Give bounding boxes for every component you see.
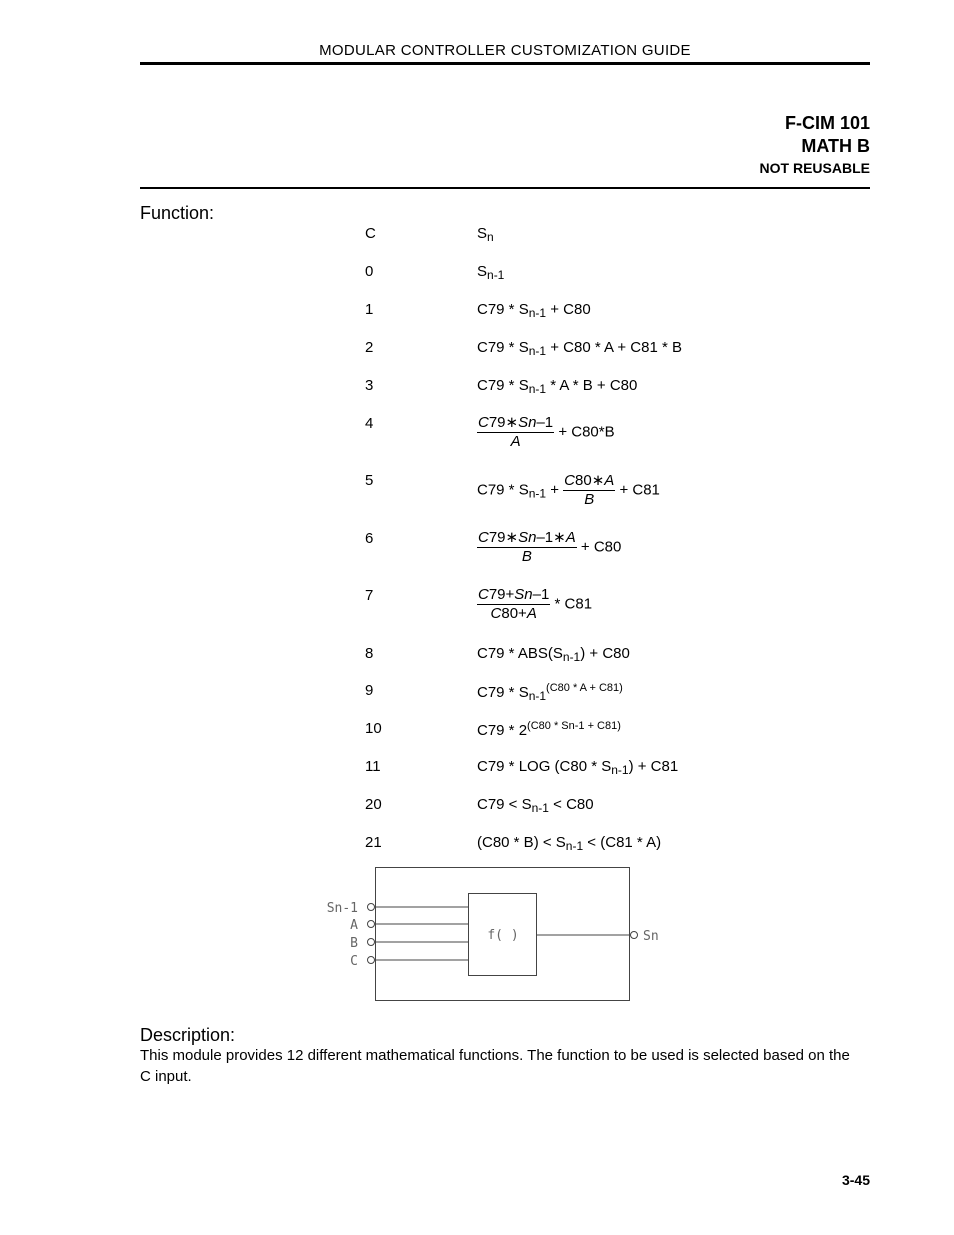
c-value: 21 xyxy=(365,834,382,851)
c-value: 7 xyxy=(365,587,374,604)
c-value: 4 xyxy=(365,415,374,432)
block-label: f( ) xyxy=(487,928,519,943)
function-row xyxy=(365,720,865,760)
fraction: $\frac{C80∗A}{B}$ xyxy=(564,472,615,508)
formula: $C79 < S_{n-1} < C80$ xyxy=(477,796,594,815)
c-value: 11 xyxy=(365,758,381,775)
formula: $\frac{C79∗Sn-1∗A}{B}$ + C80 xyxy=(478,529,622,565)
description-label: Description: xyxy=(140,1025,236,1045)
fraction: $\frac{C79+Sn-1}{C80+A}$ xyxy=(478,586,550,622)
module-title-block xyxy=(760,112,870,178)
description-text: This module provides 12 different mathematical functions. The function to be used is selected based on the C input. xyxy=(140,1047,850,1085)
input-terminal xyxy=(368,904,375,911)
formula: $(C80 * B) < S_{n-1} < (C81 * A)$ xyxy=(477,834,662,853)
formula: $C79 * ABS(S_{n-1}) + C80$ xyxy=(477,645,630,664)
column-c-header: C xyxy=(365,225,376,242)
function-row xyxy=(365,472,865,522)
output-label: Sn xyxy=(643,929,659,944)
module-note: NOT REUSABLE xyxy=(759,160,870,176)
input-terminal xyxy=(368,939,375,946)
input-label: Sn-1 xyxy=(326,901,358,916)
c-value: 10 xyxy=(365,720,382,737)
c-value: 6 xyxy=(365,530,374,547)
formula: $C79 * 2^{(C80 * Sn-1 + C81)}$ xyxy=(477,720,621,739)
output-terminal xyxy=(631,932,638,939)
function-row xyxy=(365,530,865,580)
function-row xyxy=(365,415,865,465)
c-value: 9 xyxy=(365,682,374,699)
fraction: $\frac{C79∗Sn-1}{A}$ xyxy=(478,414,554,450)
formula: $C79 * S_{n-1}$ + $\frac{C80∗A}{B}$ + C81 xyxy=(477,472,660,508)
function-row xyxy=(365,339,865,379)
formula: $\frac{C79+Sn-1}{C80+A}$ * C81 xyxy=(478,586,593,622)
function-row xyxy=(365,301,865,341)
input-label: C xyxy=(350,954,358,969)
input-label: A xyxy=(350,918,358,933)
formula: $C79 * S_{n-1} * A * B + C80$ xyxy=(477,377,638,396)
c-value: 2 xyxy=(365,339,374,356)
c-value: 0 xyxy=(365,263,374,280)
function-row xyxy=(365,796,865,836)
c-value: 1 xyxy=(365,301,374,318)
input-terminal xyxy=(368,921,375,928)
column-sn-header: $S_n$ xyxy=(477,225,494,244)
formula: $\frac{C79∗Sn-1}{A}$ + C80*B xyxy=(478,414,615,450)
title-rule xyxy=(140,187,870,189)
header-rule xyxy=(140,62,870,65)
input-label: B xyxy=(350,936,358,951)
formula: $S_{n-1}$ xyxy=(477,263,505,282)
function-label: Function: xyxy=(140,203,215,223)
formula: $C79 * S_{n-1} + C80$ xyxy=(477,301,591,320)
function-table-header xyxy=(365,225,865,265)
c-value: 20 xyxy=(365,796,382,813)
module-name: MATH B xyxy=(801,136,870,156)
module-id: F-CIM 101 xyxy=(784,113,870,133)
block-diagram xyxy=(310,860,690,1010)
c-value: 3 xyxy=(365,377,374,394)
input-terminal xyxy=(368,957,375,964)
c-value: 5 xyxy=(365,472,374,489)
running-header: MODULAR CONTROLLER CUSTOMIZATION GUIDE xyxy=(319,42,691,59)
function-row xyxy=(365,377,865,417)
function-row xyxy=(365,263,865,303)
formula: $C79 * S_{n-1}^{(C80 * A + C81)}$ xyxy=(477,682,623,703)
fraction: $\frac{C79∗Sn-1∗A}{B}$ xyxy=(478,529,576,565)
function-row xyxy=(365,682,865,722)
c-value: 8 xyxy=(365,645,374,662)
function-row xyxy=(365,758,865,798)
page-number: 3-45 xyxy=(841,1172,870,1188)
function-row xyxy=(365,587,865,637)
formula: $C79 * S_{n-1} + C80 * A + C81 * B$ xyxy=(477,339,682,358)
formula: C79 * LOG $(C80 * S_{n-1}) + C81$ xyxy=(477,758,679,777)
function-row xyxy=(365,645,865,685)
